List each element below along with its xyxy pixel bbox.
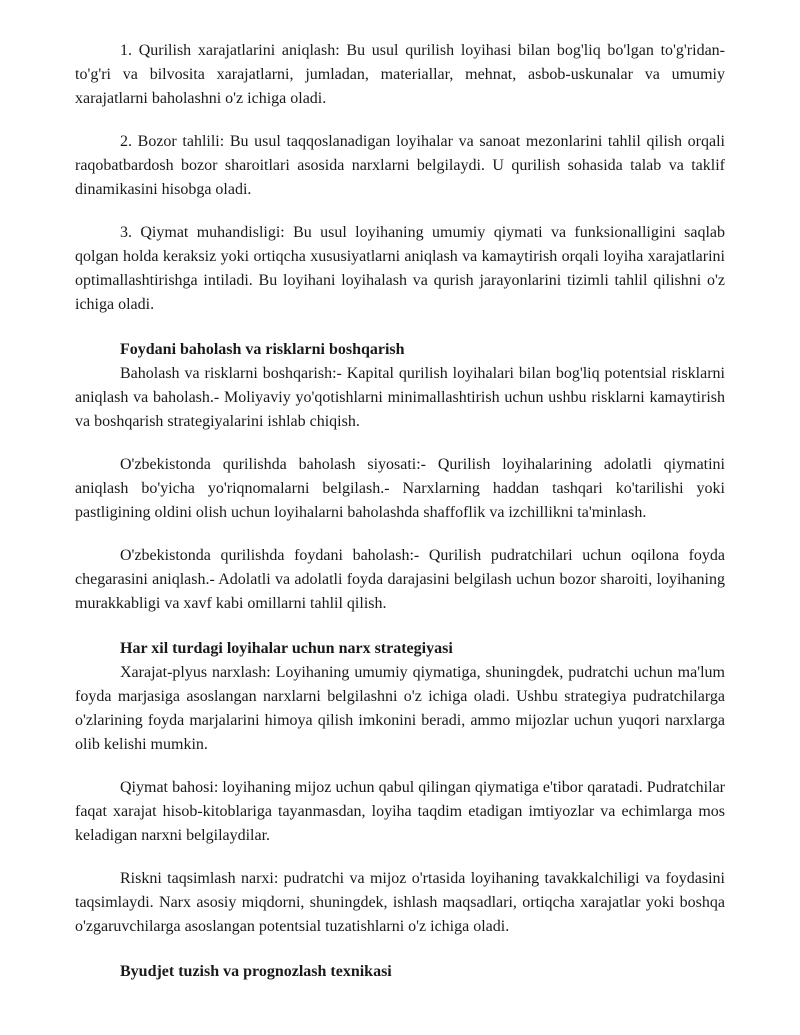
paragraph-risk-management: Baholash va risklarni boshqarish:- Kapital qurilish loyihalari bilan bog'liq potentsial risklarni aniqlash va baholash.- Moliyaviy yo'qotishlarni minimallashtirish uchun ushbu risklarni kamaytirish va boshqarish strategiyalarini ishlab chiqish.: [75, 365, 725, 430]
paragraph-value-pricing: Qiymat bahosi: loyihaning mijoz uchun qabul qilingan qiymatiga e'tibor qaratadi. Pudratchilar faqat xarajat hisob-kitoblariga tayanmasdan, loyiha taqdim etadigan imtiyozlar va echimlarga mos keladigan narxni belgilaydilar.: [75, 779, 725, 844]
heading-budgeting: Byudjet tuzish va prognozlash texnikasi: [120, 963, 392, 980]
heading-profit-risk: Foydani baholash va risklarni boshqarish: [120, 341, 405, 358]
paragraph-valuation-policy: O'zbekistonda qurilishda baholash siyosati:- Qurilish loyihalarining adolatli qiymatini aniqlash bo'yicha yo'riqnomalarni belgilash.- Narxlarning haddan tashqari ko'tarilishi yoki pastligining oldini olish uchun loyihalarni baholashda shaffoflik va izchillikni ta'minlash.: [75, 456, 725, 521]
paragraph-risk-sharing: Riskni taqsimlash narxi: pudratchi va mijoz o'rtasida loyihaning tavakkalchiligi va foydasini taqsimlaydi. Narx asosiy miqdorni, shuningdek, ishlash maqsadlari, ortiqcha xarajatlar yoki boshqa o'zgaruvchilarga asoslangan potentsial tuzatishlarni o'z ichiga oladi.: [75, 870, 725, 935]
paragraph-cost-estimation: 1. Qurilish xarajatlarini aniqlash: Bu usul qurilish loyihasi bilan bog'liq bo'lgan to'g'ridan-to'g'ri va bilvosita xarajatlarni, jumladan, materiallar, mehnat, asbob-uskunalar va umumiy xarajatlarni baholashni o'z ichiga oladi.: [75, 42, 725, 107]
paragraph-market-analysis: 2. Bozor tahlili: Bu usul taqqoslanadigan loyihalar va sanoat mezonlarini tahlil qilish orqali raqobatbardosh bozor sharoitlari asosida narxlarni belgilaydi. U qurilish sohasida talab va taklif dinamikasini hisobga oladi.: [75, 133, 725, 198]
paragraph-cost-plus: Xarajat-plyus narxlash: Loyihaning umumiy qiymatiga, shuningdek, pudratchi uchun ma'lum foyda marjasiga asoslangan narxlarni belgilashni o'z ichiga oladi. Ushbu strategiya pudratchilarga o'zlarining foyda marjalarini himoya qilish imkonini beradi, ammo mijozlar uchun yuqori narxlarga olib kelishi mumkin.: [75, 664, 725, 753]
document-page: [75, 39, 725, 984]
heading-pricing-strategy: Har xil turdagi loyihalar uchun narx strategiyasi: [120, 640, 453, 657]
paragraph-value-engineering: 3. Qiymat muhandisligi: Bu usul loyihaning umumiy qiymati va funksionalligini saqlab qolgan holda keraksiz yoki ortiqcha xususiyatlarni aniqlash va kamaytirish orqali loyiha xarajatlarini optimallashtirishga intiladi. Bu loyihani loyihalash va qurish jarayonlarini tizimli tahlil qilishni o'z ichiga oladi.: [75, 224, 725, 313]
paragraph-profit-valuation: O'zbekistonda qurilishda foydani baholash:- Qurilish pudratchilari uchun oqilona foyda chegarasini aniqlash.- Adolatli va adolatli foyda darajasini belgilash uchun bozor sharoiti, loyihaning murakkabligi va xavf kabi omillarni tahlil qilish.: [75, 547, 725, 612]
